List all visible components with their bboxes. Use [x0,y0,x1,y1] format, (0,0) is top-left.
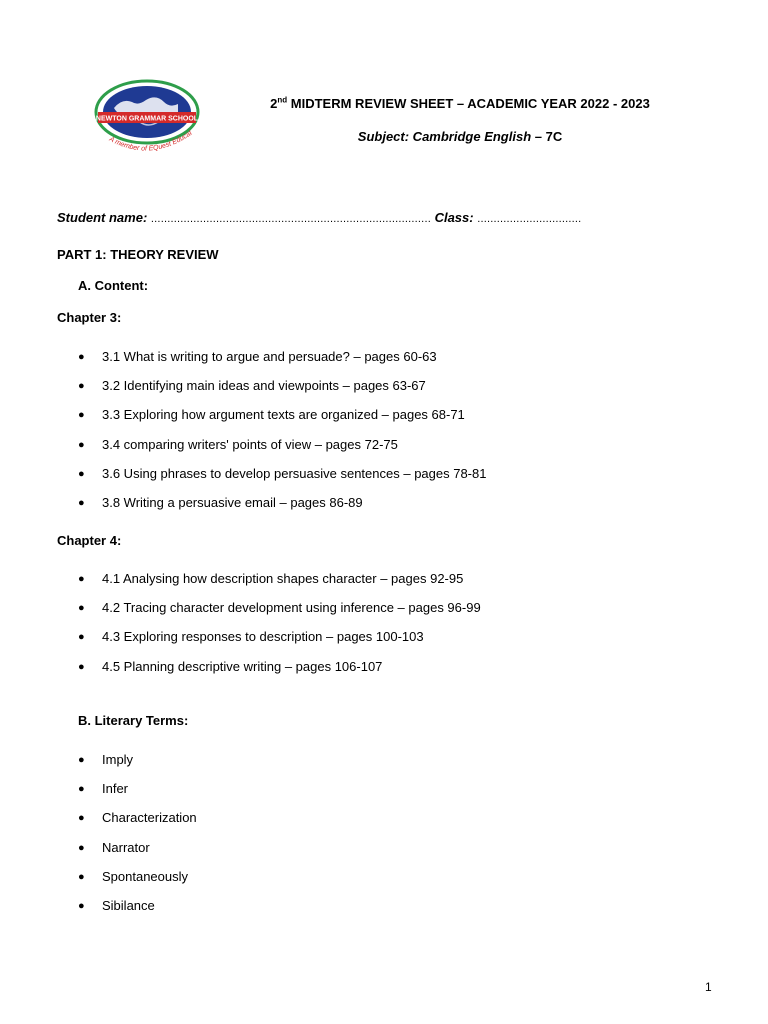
bullet-icon: ● [78,631,85,644]
student-name-blank: ...................................................................................... [150,213,431,225]
section-a-heading: A. Content: [78,278,149,293]
chapter3-list [78,349,486,524]
list-item: ● Characterization [78,810,197,826]
bullet-icon: ● [78,467,85,480]
bullet-icon: ● [78,841,85,854]
bullet-icon: ● [78,660,85,673]
list-item: ● Narrator [78,839,150,855]
part1-heading: PART 1: THEORY REVIEW [57,247,219,262]
list-item: ● 3.4 comparing writers' points of view – pages 72-75 [78,436,398,452]
page-number: 1 [705,980,712,994]
subject-line: Subject: Cambridge English – 7C [357,129,563,144]
chapter4-list [78,571,481,688]
bullet-icon: ● [78,573,85,585]
list-item: ● 4.1 Analysing how description shapes character – pages 92-95 [78,571,464,586]
list-item: ● 3.8 Writing a persuasive email – pages 86-89 [78,494,363,510]
list-item: ● 3.1 What is writing to argue and persuade? – pages 60-63 [78,349,437,364]
bullet-icon: ● [78,438,85,451]
school-logo [92,78,202,162]
list-item: ● 3.3 Exploring how argument texts are organized – pages 68-71 [78,407,465,423]
list-item: ● Spontaneously [78,868,189,884]
bullet-icon: ● [78,812,85,825]
chapter4-heading: Chapter 4: [57,533,122,548]
logo-school-name: NEWTON GRAMMAR SCHOOL [95,115,199,123]
bullet-icon: ● [78,602,85,615]
bullet-icon: ● [78,380,85,393]
list-item: ● 3.6 Using phrases to develop persuasive sentences – pages 78-81 [78,465,487,481]
chapter3-heading: Chapter 3: [57,310,122,325]
list-item: ● 4.3 Exploring responses to description – pages 100-103 [78,629,424,645]
list-item: ● 4.5 Planning descriptive writing – pages 106-107 [78,658,383,674]
student-name-label: Student name: [57,210,148,225]
list-item: ● Sibilance [78,897,155,913]
student-info-line [57,210,581,225]
bullet-icon: ● [78,870,85,883]
bullet-icon: ● [78,351,85,363]
class-label: Class: [434,210,474,225]
logo-tagline: A member of EQuest Educat [107,129,194,153]
document-title: 2nd MIDTERM REVIEW SHEET – ACADEMIC YEAR 2022 - 2023 [270,95,650,111]
bullet-icon: ● [78,754,85,766]
class-blank: ................................ [477,213,582,225]
bullet-icon: ● [78,409,85,422]
section-b-heading: B. Literary Terms: [78,713,189,728]
list-item: ● Infer [78,781,129,797]
literary-terms-list [78,752,197,927]
bullet-icon: ● [78,899,85,912]
list-item: ● 3.2 Identifying main ideas and viewpoints – pages 63-67 [78,378,426,394]
list-item: ● 4.2 Tracing character development using inference – pages 96-99 [78,600,481,616]
bullet-icon: ● [78,496,85,509]
list-item: ● Imply [78,752,134,767]
bullet-icon: ● [78,783,85,796]
